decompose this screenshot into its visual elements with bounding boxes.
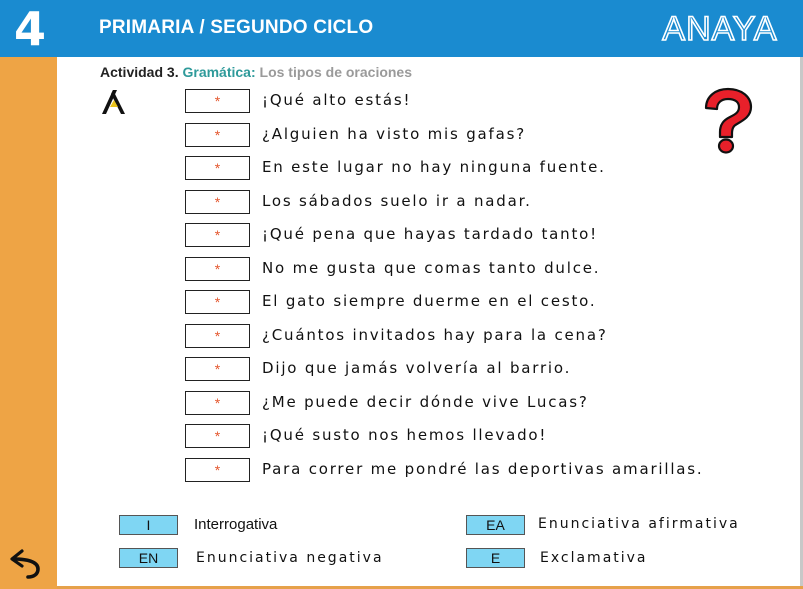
sentence-row — [185, 357, 785, 381]
sentence-row — [185, 290, 785, 314]
answer-box[interactable]: * — [185, 123, 250, 147]
answer-box[interactable]: * — [185, 424, 250, 448]
anaya-wordmark-icon — [657, 8, 783, 46]
legend-label-enunciativa-afirmativa: Enunciativa afirmativa — [538, 516, 740, 532]
sentence-text: ¡Qué alto estás! — [262, 91, 412, 109]
sentence-text: ¿Alguien ha visto mis gafas? — [262, 124, 526, 143]
sentence-text: En este lugar no hay ninguna fuente. — [262, 158, 606, 176]
legend-label-interrogativa: Interrogativa — [194, 516, 278, 533]
sentence-row — [185, 89, 785, 113]
grade-number: 4 — [13, 2, 46, 56]
sentence-row — [185, 156, 785, 180]
sentence-text: ¡Qué pena que hayas tardado tanto! — [262, 225, 598, 243]
sentence-row — [185, 391, 785, 415]
sentence-text: Los sábados suelo ir a nadar. — [262, 191, 532, 210]
answer-box[interactable]: * — [185, 290, 250, 314]
brand-text: ANAYA — [662, 10, 778, 46]
sentence-row — [185, 257, 785, 281]
anaya-brand-logo — [657, 8, 783, 46]
sentence-row — [185, 324, 785, 348]
anaya-logo-icon — [100, 88, 130, 116]
sentence-row — [185, 223, 785, 247]
sentence-text: ¿Me puede decir dónde vive Lucas? — [262, 392, 589, 411]
answer-box[interactable]: * — [185, 223, 250, 247]
sentence-row — [185, 190, 785, 214]
legend-key-enunciativa-negativa[interactable]: EN — [119, 548, 178, 568]
activity-title — [100, 64, 412, 80]
sentence-row — [185, 424, 785, 448]
legend-label-enunciativa-negativa: Enunciativa negativa — [196, 550, 384, 566]
answer-box[interactable]: * — [185, 324, 250, 348]
activity-number: Actividad 3. — [100, 64, 179, 80]
sentence-text: ¿Cuántos invitados hay para la cena? — [262, 325, 608, 344]
answer-box[interactable]: * — [185, 89, 250, 113]
answer-box[interactable]: * — [185, 257, 250, 281]
answer-box[interactable]: * — [185, 391, 250, 415]
back-button[interactable] — [8, 545, 48, 581]
back-arrow-icon — [8, 545, 48, 581]
legend-key-enunciativa-afirmativa[interactable]: EA — [466, 515, 525, 535]
sentence-text: No me gusta que comas tanto dulce. — [262, 258, 601, 277]
sentence-text: El gato siempre duerme en el cesto. — [262, 292, 597, 310]
sentence-text: ¡Qué susto nos hemos llevado! — [262, 426, 548, 444]
activity-topic: Gramática: — [182, 64, 256, 80]
left-sidebar — [0, 57, 57, 589]
header-title: PRIMARIA / SEGUNDO CICLO — [99, 17, 374, 38]
header-bar — [0, 0, 803, 57]
sentence-row — [185, 123, 785, 147]
answer-box[interactable]: * — [185, 357, 250, 381]
legend-key-interrogativa[interactable]: I — [119, 515, 178, 535]
legend-label-exclamativa: Exclamativa — [540, 550, 648, 566]
sentence-text: Para correr me pondré las deportivas amarillas. — [262, 459, 704, 478]
answer-box[interactable]: * — [185, 190, 250, 214]
answer-box[interactable]: * — [185, 156, 250, 180]
activity-subtitle: Los tipos de oraciones — [259, 64, 413, 80]
sentence-text: Dijo que jamás volvería al barrio. — [262, 359, 572, 377]
answer-box[interactable]: * — [185, 458, 250, 482]
sentence-row — [185, 458, 785, 482]
legend-key-exclamativa[interactable]: E — [466, 548, 525, 568]
